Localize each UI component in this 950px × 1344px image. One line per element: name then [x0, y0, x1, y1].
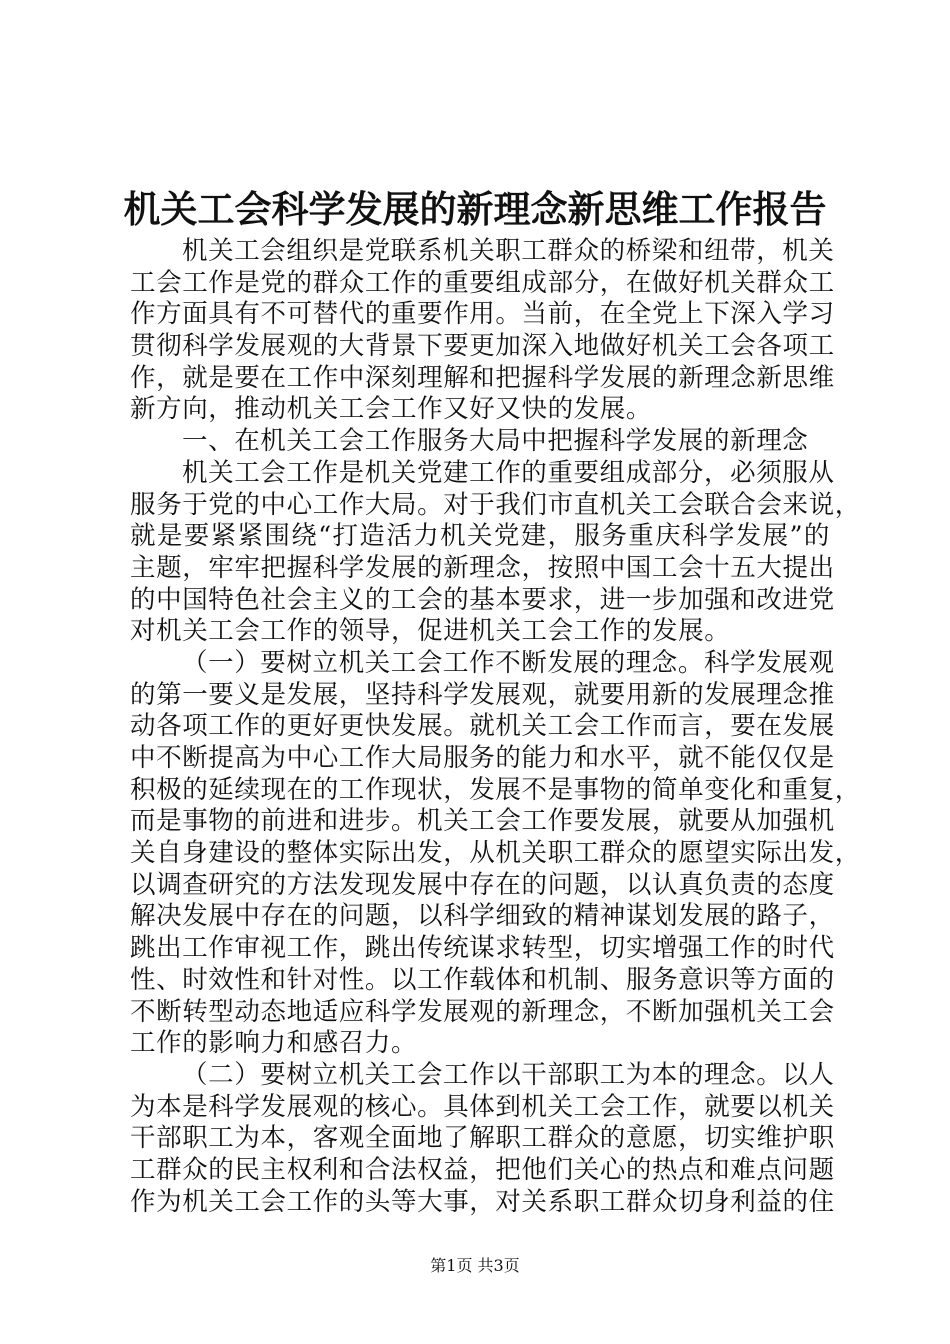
paragraph-line: 解决发展中存在的问题，以科学细致的精神谋划发展的路子， [130, 901, 835, 932]
paragraph-line: 对机关工会工作的领导，促进机关工会工作的发展。 [130, 616, 731, 647]
paragraph-line: 作为机关工会工作的头等大事，对关系职工群众切身利益的住 [130, 1186, 835, 1217]
paragraph-line: 以调查研究的方法发现发展中存在的问题，以认真负责的态度 [130, 869, 835, 900]
paragraph-line: 工会工作是党的群众工作的重要组成部分，在做好机关群众工 [130, 267, 835, 298]
paragraph-line: 机关工会组织是党联系机关职工群众的桥梁和纽带，机关 [182, 236, 835, 266]
paragraph-line: 不断转型动态地适应科学发展观的新理念，不断加强机关工会 [130, 996, 835, 1027]
paragraph-line: 的第一要义是发展，坚持科学发展观，就要用新的发展理念推 [130, 679, 835, 710]
paragraph-line: 工群众的民主权利和合法权益，把他们关心的热点和难点问题 [130, 1154, 835, 1185]
paragraph-line: 就是要紧紧围绕“打造活力机关党建，服务重庆科学发展”的 [130, 521, 830, 552]
paragraph-line: 跳出工作审视工作，跳出传统谋求转型，切实增强工作的时代 [130, 933, 835, 964]
paragraph-line: 主题，牢牢把握科学发展的新理念，按照中国工会十五大提出 [130, 552, 835, 583]
paragraph-line: 动各项工作的更好更快发展。就机关工会工作而言，要在发展 [130, 711, 835, 742]
paragraph-line: 干部职工为本，客观全面地了解职工群众的意愿，切实维护职 [130, 1123, 835, 1154]
paragraph-line: 的中国特色社会主义的工会的基本要求，进一步加强和改进党 [130, 584, 835, 615]
paragraph-line: 为本是科学发展观的核心。具体到机关工会工作，就要以机关 [130, 1091, 835, 1122]
document-body [130, 236, 861, 1218]
paragraph-line: 新方向，推动机关工会工作又好又快的发展。 [130, 394, 653, 425]
paragraph-line: 工作的影响力和感召力。 [130, 1028, 418, 1059]
paragraph-line: 关自身建设的整体实际出发，从机关职工群众的愿望实际出发， [130, 838, 861, 869]
paragraph-line: 作，就是要在工作中深刻理解和把握科学发展的新理念新思维 [130, 362, 835, 393]
document-title: 机关工会科学发展的新理念新思维工作报告 [123, 187, 827, 231]
paragraph-line: 机关工会工作是机关党建工作的重要组成部分，必须服从 [182, 457, 835, 488]
page-number-footer: 第1页 共3页 [430, 1256, 520, 1275]
subsection-heading-line: （一）要树立机关工会工作不断发展的理念。科学发展观 [182, 647, 835, 678]
paragraph-line: 贯彻科学发展观的大背景下要更加深入地做好机关工会各项工 [130, 331, 835, 362]
paragraph-line: 中不断提高为中心工作大局服务的能力和水平，就不能仅仅是 [130, 743, 835, 773]
subsection-heading-line: （二）要树立机关工会工作以干部职工为本的理念。以人 [182, 1059, 835, 1090]
paragraph-line: 作方面具有不可替代的重要作用。当前，在全党上下深入学习 [130, 299, 835, 330]
paragraph-line: 积极的延续现在的工作现状，发展不是事物的简单变化和重复， [130, 774, 861, 805]
paragraph-line: 性、时效性和针对性。以工作载体和机制、服务意识等方面的 [130, 964, 835, 995]
paragraph-line: 服务于党的中心工作大局。对于我们市直机关工会联合会来说， [130, 489, 861, 520]
paragraph-line: 而是事物的前进和进步。机关工会工作要发展，就要从加强机 [130, 806, 835, 837]
section-heading: 一、在机关工会工作服务大局中把握科学发展的新理念 [182, 426, 809, 457]
